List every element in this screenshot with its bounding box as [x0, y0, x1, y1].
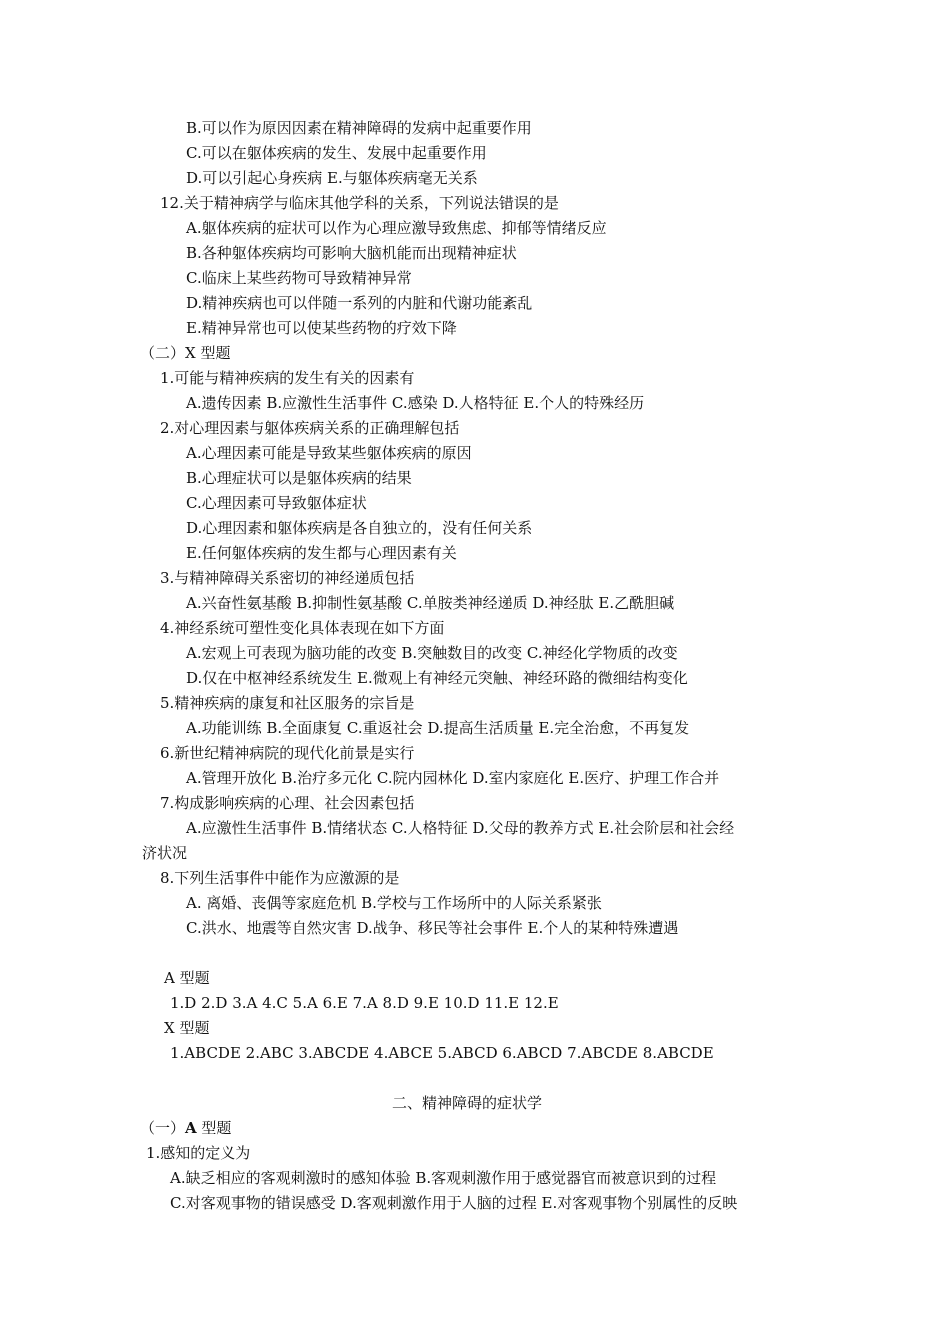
question-line: 4.神经系统可塑性变化具体表现在如下方面: [160, 619, 445, 637]
question-line: 8.下列生活事件中能作为应激源的是: [160, 869, 400, 887]
option-line: B.心理症状可以是躯体疾病的结果: [186, 469, 412, 487]
option-line: A.遗传因素 B.应激性生活事件 C.感染 D.人格特征 E.个人的特殊经历: [186, 394, 645, 412]
option-line: C.心理因素可导致躯体症状: [186, 494, 367, 512]
option-line: E.任何躯体疾病的发生都与心理因素有关: [186, 544, 457, 562]
question-line: 12.关于精神病学与临床其他学科的关系，下列说法错误的是: [160, 194, 559, 212]
option-line: D.心理因素和躯体疾病是各自独立的，没有任何关系: [186, 519, 533, 537]
option-line: A.缺乏相应的客观刺激时的感知体验 B.客观刺激作用于感觉器官而被意识到的过程: [170, 1169, 717, 1187]
section-type-letter: A: [185, 1119, 197, 1137]
answer-heading-x: X 型题: [164, 1019, 210, 1037]
option-line: C.洪水、地震等自然灾害 D.战争、移民等社会事件 E.个人的某种特殊遭遇: [186, 919, 679, 937]
option-line: C.对客观事物的错误感受 D.客观刺激作用于人脑的过程 E.对客观事物个别属性的反映: [170, 1194, 738, 1212]
question-line: 5.精神疾病的康复和社区服务的宗旨是: [160, 694, 415, 712]
option-line: A.功能训练 B.全面康复 C.重返社会 D.提高生活质量 E.完全治愈，不再复发: [186, 719, 690, 737]
section-heading: （二）X 型题: [140, 344, 231, 362]
question-line: 6.新世纪精神病院的现代化前景是实行: [160, 744, 415, 762]
option-line: A. 离婚、丧偶等家庭危机 B.学校与工作场所中的人际关系紧张: [186, 894, 602, 912]
chapter-title: 二、精神障碍的症状学: [392, 1094, 543, 1112]
answer-heading-a: A 型题: [164, 969, 210, 987]
option-line: D.可以引起心身疾病 E.与躯体疾病毫无关系: [186, 169, 478, 187]
option-line: A.兴奋性氨基酸 B.抑制性氨基酸 C.单胺类神经递质 D.神经肽 E.乙酰胆碱: [186, 594, 675, 612]
question-line: 2.对心理因素与躯体疾病关系的正确理解包括: [160, 419, 460, 437]
option-line: A.管理开放化 B.治疗多元化 C.院内园林化 D.室内家庭化 E.医疗、护理工作合并: [186, 769, 720, 787]
question-line: 3.与精神障碍关系密切的神经递质包括: [160, 569, 415, 587]
option-line: C.可以在躯体疾病的发生、发展中起重要作用: [186, 144, 487, 162]
option-line: B.可以作为原因因素在精神障碍的发病中起重要作用: [186, 119, 532, 137]
answer-key-a: 1.D 2.D 3.A 4.C 5.A 6.E 7.A 8.D 9.E 10.D 11.E 12.E: [170, 994, 559, 1012]
option-line: D.仅在中枢神经系统发生 E.微观上有神经元突触、神经环路的微细结构变化: [186, 669, 688, 687]
option-line: A.躯体疾病的症状可以作为心理应激导致焦虑、抑郁等情绪反应: [186, 219, 607, 237]
section-prefix: （一）: [140, 1119, 186, 1137]
option-line: A.宏观上可表现为脑功能的改变 B.突触数目的改变 C.神经化学物质的改变: [186, 644, 678, 662]
option-line: A.心理因素可能是导致某些躯体疾病的原因: [186, 444, 472, 462]
question-line: 7.构成影响疾病的心理、社会因素包括: [160, 794, 415, 812]
question-line: 1.可能与精神疾病的发生有关的因素有: [160, 369, 415, 387]
option-line: E.精神异常也可以使某些药物的疗效下降: [186, 319, 457, 337]
answer-key-x: 1.ABCDE 2.ABC 3.ABCDE 4.ABCE 5.ABCD 6.ABCD 7.ABCDE 8.ABCDE: [170, 1044, 714, 1062]
option-line-continued: 济状况: [142, 844, 188, 862]
question-line: 1.感知的定义为: [146, 1144, 251, 1162]
option-line: D.精神疾病也可以伴随一系列的内脏和代谢功能紊乱: [186, 294, 533, 312]
section-type-suffix: 型题: [196, 1119, 232, 1137]
option-line: A.应激性生活事件 B.情绪状态 C.人格特征 D.父母的教养方式 E.社会阶层和社会经: [186, 819, 735, 837]
section-heading: [140, 1118, 231, 1138]
option-line: B.各种躯体疾病均可影响大脑机能而出现精神症状: [186, 244, 517, 262]
option-line: C.临床上某些药物可导致精神异常: [186, 269, 412, 287]
